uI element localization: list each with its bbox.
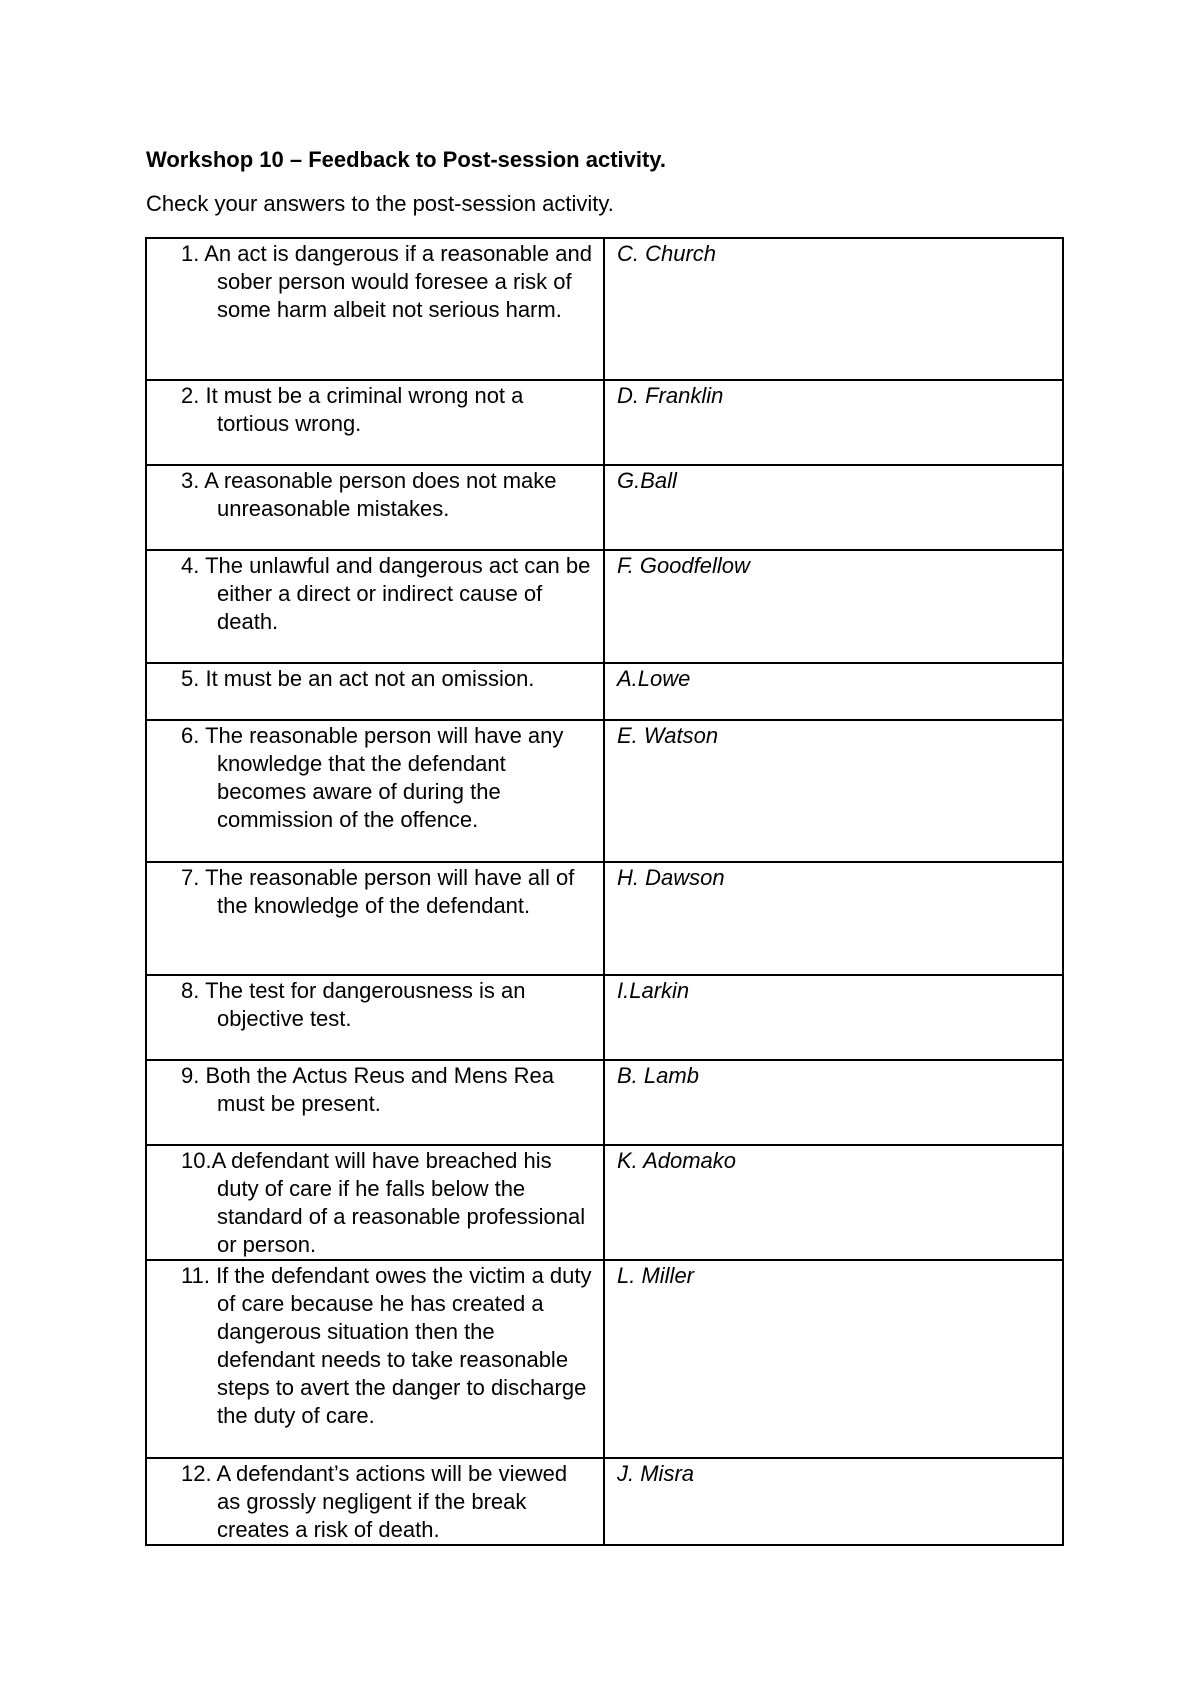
document-title: Workshop 10 – Feedback to Post-session activity. (146, 147, 667, 172)
case-name: E. Watson (617, 723, 719, 748)
case-cell (604, 238, 1063, 380)
statement-cell (146, 862, 604, 975)
row-number: 10. (181, 1148, 212, 1173)
table-row (146, 1260, 1063, 1458)
row-number: 12. (181, 1461, 217, 1486)
row-number: 3. (181, 468, 205, 493)
case-cell (604, 550, 1063, 663)
case-name: B. Lamb (617, 1063, 699, 1088)
case-name: I.Larkin (617, 978, 690, 1003)
statement-cell (146, 1260, 604, 1458)
case-name: H. Dawson (617, 865, 725, 890)
case-cell (604, 465, 1063, 550)
case-name: C. Church (617, 241, 717, 266)
table-row (146, 862, 1063, 975)
statement-cell (146, 380, 604, 465)
statement-text: If the defendant owes the victim a duty of care because he has created a dangerous situation then the defendant needs to take reasonable steps to avert the danger to discharge the duty of care. (216, 1263, 592, 1428)
case-cell (604, 862, 1063, 975)
statement-cell (146, 550, 604, 663)
case-cell (604, 1145, 1063, 1260)
case-name: F. Goodfellow (617, 553, 750, 578)
case-cell (604, 1260, 1063, 1458)
row-number: 8. (181, 978, 206, 1003)
document-instruction: Check your answers to the post-session activity. (146, 191, 614, 216)
statement-text: A defendant’s actions will be viewed as grossly negligent if the break creates a risk of death. (216, 1461, 568, 1542)
case-cell (604, 380, 1063, 465)
case-cell (604, 663, 1063, 720)
statement-cell (146, 720, 604, 862)
statement-text: It must be a criminal wrong not a tortious wrong. (205, 383, 524, 436)
row-number: 2. (181, 383, 206, 408)
statement-cell (146, 1145, 604, 1260)
case-name: K. Adomako (617, 1148, 737, 1173)
row-number: 4. (181, 553, 206, 578)
table-row (146, 465, 1063, 550)
statement-text: The unlawful and dangerous act can be either a direct or indirect cause of death. (205, 553, 591, 634)
case-cell (604, 975, 1063, 1060)
case-name: D. Franklin (617, 383, 724, 408)
statement-cell (146, 238, 604, 380)
table-row (146, 1458, 1063, 1545)
statement-text: A defendant will have breached his duty of care if he falls below the standard of a reasonable professional or person. (211, 1148, 586, 1257)
row-number: 11. (181, 1263, 217, 1288)
row-number: 6. (181, 723, 206, 748)
row-number: 1. (181, 241, 205, 266)
case-name: A.Lowe (617, 666, 691, 691)
statement-text: The test for dangerousness is an objective test. (205, 978, 526, 1031)
answers-table (145, 237, 1064, 1546)
table-row (146, 380, 1063, 465)
row-number: 7. (181, 865, 206, 890)
case-cell (604, 1458, 1063, 1545)
table-row (146, 663, 1063, 720)
case-name: G.Ball (617, 468, 677, 493)
statement-text: Both the Actus Reus and Mens Rea must be present. (205, 1063, 555, 1116)
statement-cell (146, 975, 604, 1060)
table-row (146, 238, 1063, 380)
case-cell (604, 1060, 1063, 1145)
table-row (146, 975, 1063, 1060)
statement-cell (146, 465, 604, 550)
row-number: 5. (181, 666, 206, 691)
statement-text: It must be an act not an omission. (205, 666, 535, 691)
case-name: L. Miller (617, 1263, 695, 1288)
statement-cell (146, 1458, 604, 1545)
statement-cell (146, 663, 604, 720)
table-row (146, 550, 1063, 663)
row-number: 9. (181, 1063, 206, 1088)
case-name: J. Misra (617, 1461, 694, 1486)
statement-cell (146, 1060, 604, 1145)
table-row (146, 1145, 1063, 1260)
statement-text: The reasonable person will have all of the knowledge of the defendant. (205, 865, 575, 918)
case-cell (604, 720, 1063, 862)
statement-text: The reasonable person will have any knowledge that the defendant becomes aware of during the commission of the offence. (205, 723, 564, 832)
table-row (146, 720, 1063, 862)
statement-text: A reasonable person does not make unreasonable mistakes. (204, 468, 557, 521)
table-row (146, 1060, 1063, 1145)
statement-text: An act is dangerous if a reasonable and sober person would foresee a risk of some harm albeit not serious harm. (204, 241, 592, 322)
